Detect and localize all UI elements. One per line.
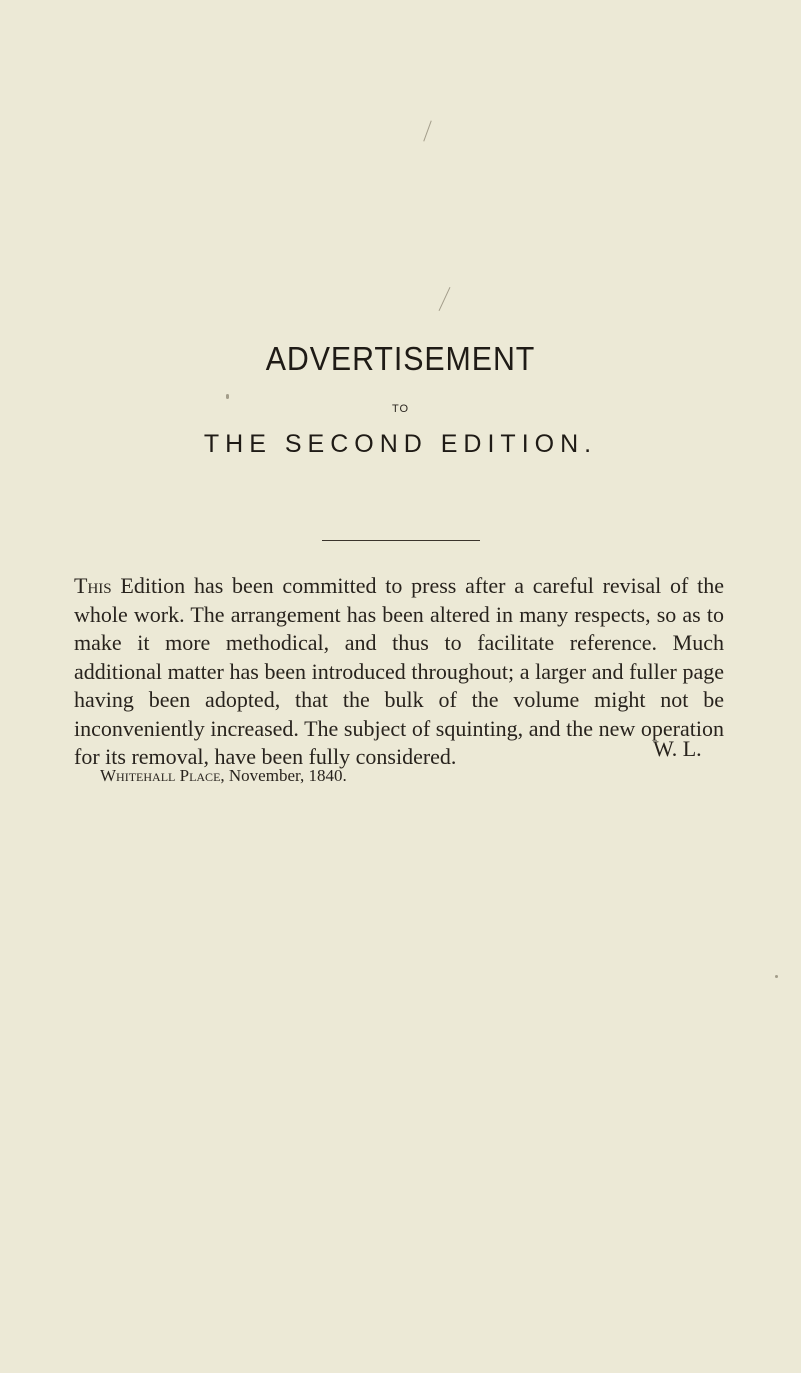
date-text: November, 1840. [224,766,347,785]
divider-rule [322,540,480,541]
place-date-line [100,766,347,786]
page-title: ADVERTISEMENT [265,340,536,377]
paper-speck [423,120,431,141]
paragraph-lead-word: This [74,573,112,598]
paper-speck [226,394,229,399]
title-connector: TO [391,403,410,415]
paper-speck [775,975,778,978]
body-paragraph [74,572,724,772]
paper-speck [439,287,451,311]
page-subtitle: THE SECOND EDITION. [203,430,598,458]
place-name: Whitehall Place, [100,766,225,785]
paragraph-text: Edition has been committed to press after a careful revisal of the whole work. The arrangement has been altered in many respects, so as to make it more methodical, and thus to facilitate reference. Much additional matter has been introduced throughout; a larger and fuller page having been adopted, that the bulk of the volume might not be inconveniently increased. The subject of squinting, and the new operation for its removal, have been fully considered. [74,573,724,769]
author-initials: W. L. [653,736,702,761]
